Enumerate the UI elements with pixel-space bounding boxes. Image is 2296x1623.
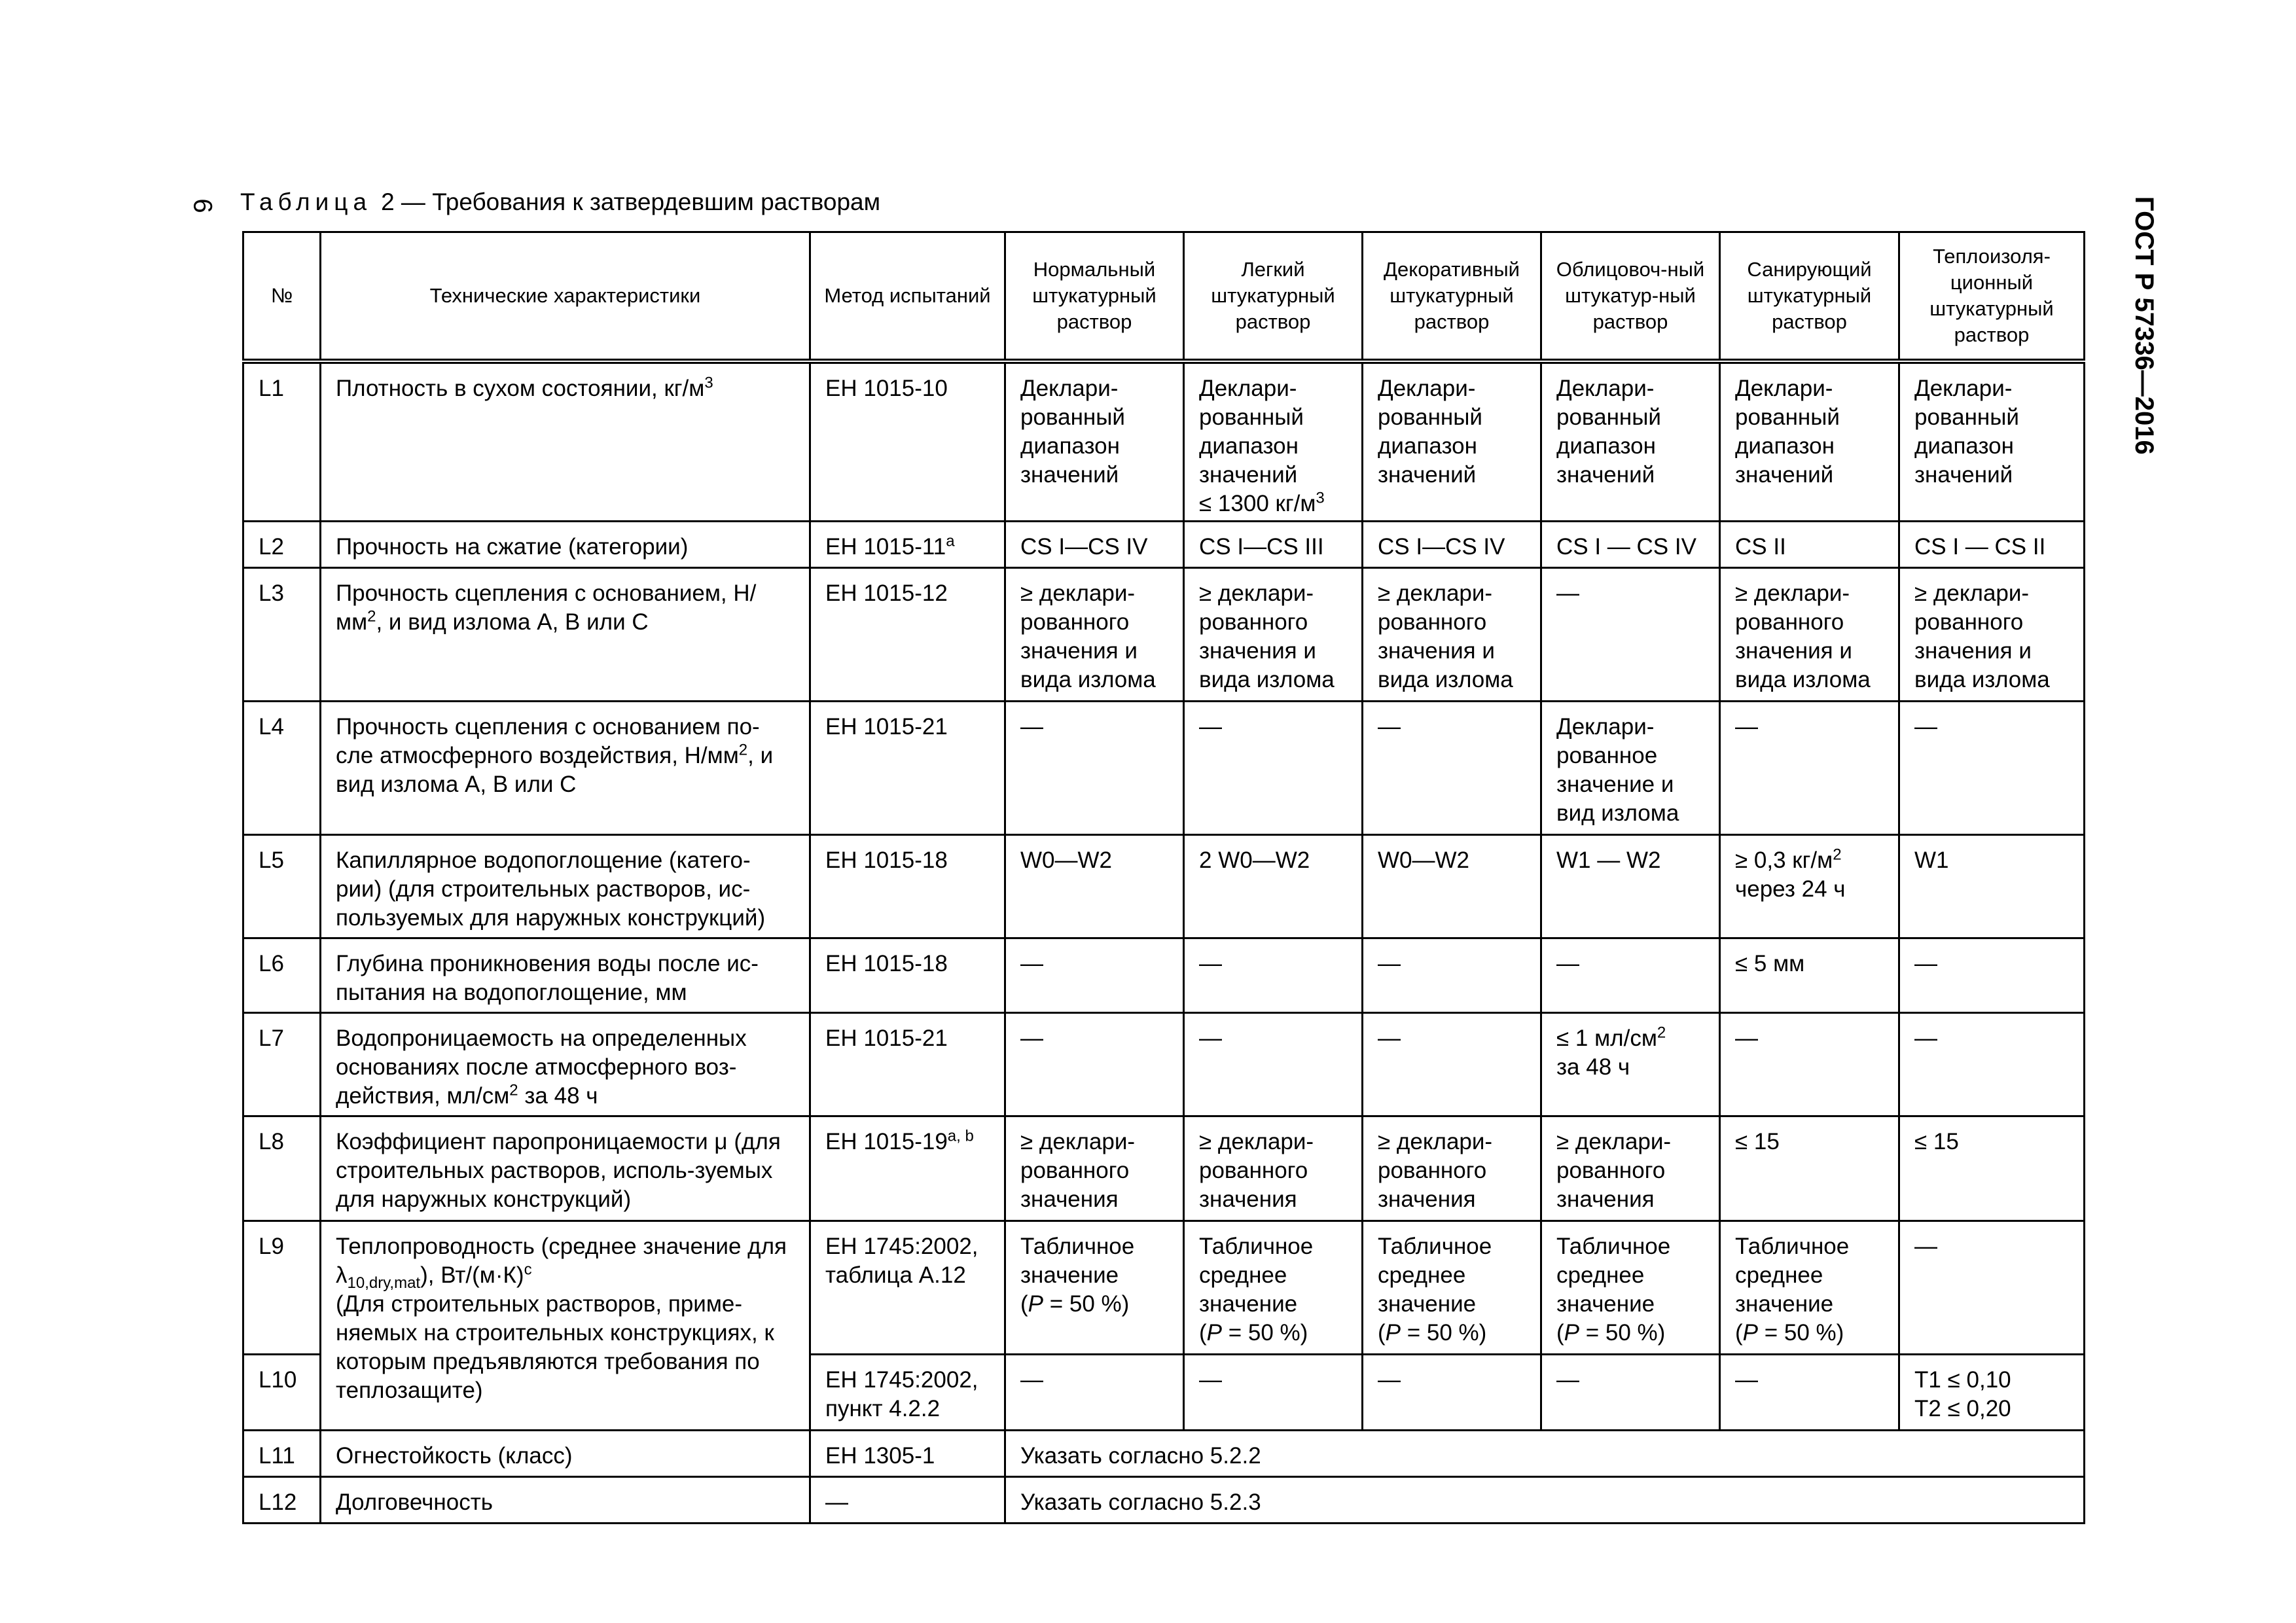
value-cell: — (1005, 938, 1184, 1012)
value-cell (1541, 1221, 1720, 1354)
value-cell: — (1363, 1354, 1541, 1430)
method-cell: ЕН 1745:2002, пункт 4.2.2 (810, 1354, 1005, 1430)
value-cell: — (1720, 1012, 1899, 1116)
characteristic-cell (321, 701, 810, 834)
table-row (243, 834, 2085, 938)
method-cell: ЕН 1745:2002, таблица А.12 (810, 1221, 1005, 1354)
value-text: (P = 50 %) (1378, 1319, 1487, 1346)
method-text: ЕН 1015-19 (825, 1128, 948, 1154)
value-cell: — (1720, 1354, 1899, 1430)
header-characteristics: Технические характеристики (321, 232, 810, 362)
value-cell: Деклари-рованный диапазон значений (1363, 361, 1541, 521)
value-cell: W0—W2 (1363, 834, 1541, 938)
value-cell: ≥ деклари-рованного значения и вида излома (1720, 567, 1899, 701)
value-cell: ≤ 15 (1720, 1116, 1899, 1221)
table-row (243, 1476, 2085, 1523)
superscript: 2 (509, 1080, 518, 1099)
value-cell: CS I — CS II (1899, 521, 2085, 567)
value-cell: Деклари-рованное значение и вид излома (1541, 701, 1720, 834)
characteristic-text: (Для строительных растворов, приме-няемых на строительных конструкциях, к которым предъявляются требования по теплозащите) (336, 1291, 774, 1403)
subscript: 10,dry,mat (347, 1274, 421, 1292)
method-cell (810, 1116, 1005, 1221)
characteristic-line (336, 1232, 796, 1290)
method-text: ЕН 1015-11 (825, 533, 946, 560)
table-row (243, 701, 2085, 834)
table-row (243, 1430, 2085, 1476)
value-cell: W1 — W2 (1541, 834, 1720, 938)
row-number: L11 (243, 1430, 321, 1476)
characteristic-cell: Коэффициент паропроницаемости μ (для строительных растворов, исполь-зуемых для наружных конструкций) (321, 1116, 810, 1221)
superscript: c (524, 1260, 532, 1278)
value-text: через 24 ч (1735, 876, 1846, 902)
value-cell: ≥ деклари-рованного значения (1363, 1116, 1541, 1221)
value-cell: CS II (1720, 521, 1899, 567)
value-text: T2 ≤ 0,20 (1914, 1395, 2011, 1421)
value-cell: CS I—CS IV (1005, 521, 1184, 567)
header-facing: Облицовоч-ный штукатур-ный раствор (1541, 232, 1720, 362)
value-cell-merged: Указать согласно 5.2.2 (1005, 1430, 2085, 1476)
row-number: L3 (243, 567, 321, 701)
value-cell: — (1541, 938, 1720, 1012)
method-cell: — (810, 1476, 1005, 1523)
value-text: Табличное среднее значение (1735, 1233, 1850, 1317)
value-cell (1184, 1221, 1363, 1354)
value-cell: — (1184, 1012, 1363, 1116)
value-cell: 2 W0—W2 (1184, 834, 1363, 938)
characteristic-text: Прочность сцепления с основанием, Н/мм (336, 580, 757, 635)
value-cell (1005, 1221, 1184, 1354)
method-cell: ЕН 1015-18 (810, 834, 1005, 938)
row-number: L6 (243, 938, 321, 1012)
row-number: L8 (243, 1116, 321, 1221)
value-text: (P = 50 %) (1735, 1319, 1844, 1346)
header-num: № (243, 232, 321, 362)
value-cell: ≤ 15 (1899, 1116, 2085, 1221)
value-cell: — (1899, 1221, 2085, 1354)
method-cell: ЕН 1015-21 (810, 701, 1005, 834)
value-text: ≤ 1 мл/см (1556, 1025, 1657, 1051)
value-text: (P = 50 %) (1020, 1291, 1130, 1317)
header-light: Легкий штукатурный раствор (1184, 232, 1363, 362)
caption-label: Таблица (240, 188, 372, 215)
characteristic-text: ), Вт/(м·К) (420, 1262, 524, 1288)
document-code-text: ГОСТ Р 57336—2016 (2130, 196, 2159, 455)
row-number: L9 (243, 1221, 321, 1354)
value-text: (P = 50 %) (1199, 1319, 1308, 1346)
table-row (243, 567, 2085, 701)
table-caption (240, 188, 880, 216)
characteristic-text: , и вид излома A, B или C (336, 742, 774, 797)
characteristic-cell (321, 1012, 810, 1116)
value-text: ≥ 0,3 кг/м (1735, 847, 1833, 873)
table-row (243, 1221, 2085, 1354)
superscript: 2 (738, 740, 748, 758)
row-number: L1 (243, 361, 321, 521)
value-text: Табличное среднее значение (1378, 1233, 1492, 1317)
row-number: L4 (243, 701, 321, 834)
superscript: 2 (1833, 845, 1842, 863)
value-cell: — (1899, 938, 2085, 1012)
value-cell: — (1363, 1012, 1541, 1116)
method-cell (810, 521, 1005, 567)
value-cell: W1 (1899, 834, 2085, 938)
row-number: L2 (243, 521, 321, 567)
row-number: L10 (243, 1354, 321, 1430)
value-cell: Деклари-рованный диапазон значений (1720, 361, 1899, 521)
value-cell: — (1005, 1012, 1184, 1116)
value-cell-merged: Указать согласно 5.2.3 (1005, 1476, 2085, 1523)
superscript: 2 (367, 607, 376, 625)
header-insulating: Теплоизоля-ционный штукатурный раствор (1899, 232, 2085, 362)
value-cell: Деклари-рованный диапазон значений (1899, 361, 2085, 521)
value-cell: CS I — CS IV (1541, 521, 1720, 567)
table-row (243, 521, 2085, 567)
value-cell: — (1184, 938, 1363, 1012)
value-cell (1541, 1012, 1720, 1116)
value-text: ≤ 1300 кг/м (1199, 491, 1316, 516)
value-cell: — (1184, 1354, 1363, 1430)
table-row (243, 1116, 2085, 1221)
characteristic-text: Водопроницаемость на определенных основаниях после атмосферного воз-действия, мл/см (336, 1025, 747, 1109)
header-method: Метод испытаний (810, 232, 1005, 362)
value-cell: ≥ деклари-рованного значения (1541, 1116, 1720, 1221)
value-cell: ≥ деклари-рованного значения и вида излома (1005, 567, 1184, 701)
method-cell: ЕН 1015-21 (810, 1012, 1005, 1116)
value-cell: — (1899, 701, 2085, 834)
value-cell: ≥ деклари-рованного значения (1005, 1116, 1184, 1221)
value-cell: ≥ деклари-рованного значения и вида излома (1899, 567, 2085, 701)
value-cell (1720, 1221, 1899, 1354)
row-number: L5 (243, 834, 321, 938)
value-text: Табличное среднее значение (1199, 1233, 1314, 1317)
characteristic-cell: Прочность на сжатие (категории) (321, 521, 810, 567)
value-cell: — (1899, 1012, 2085, 1116)
table-row (243, 361, 2085, 521)
value-cell: ≥ деклари-рованного значения и вида излома (1363, 567, 1541, 701)
value-cell: — (1005, 701, 1184, 834)
characteristic-text: за 48 ч (518, 1082, 598, 1109)
table-row (243, 1012, 2085, 1116)
table-header-row (243, 232, 2085, 362)
header-normal: Нормальный штукатурный раствор (1005, 232, 1184, 362)
value-cell: ≥ деклари-рованного значения и вида излома (1184, 567, 1363, 701)
header-sanitizing: Санирующий штукатурный раствор (1720, 232, 1899, 362)
characteristic-text: , и вид излома A, B или C (376, 609, 649, 635)
method-cell: ЕН 1305-1 (810, 1430, 1005, 1476)
value-cell: — (1363, 938, 1541, 1012)
value-text: T1 ≤ 0,10 (1914, 1366, 2011, 1393)
value-cell (1363, 1221, 1541, 1354)
value-cell: ≥ деклари-рованного значения (1184, 1116, 1363, 1221)
row-number: L12 (243, 1476, 321, 1523)
value-cell: CS I—CS III (1184, 521, 1363, 567)
characteristic-cell (321, 1221, 810, 1430)
characteristic-text: Прочность сцепления с основанием по-сле атмосферного воздействия, Н/мм (336, 713, 760, 768)
value-cell: — (1363, 701, 1541, 834)
value-cell: — (1720, 701, 1899, 834)
superscript: a (946, 531, 955, 550)
value-text: Табличное среднее значение (1556, 1233, 1671, 1317)
value-cell: — (1541, 1354, 1720, 1430)
method-cell: ЕН 1015-18 (810, 938, 1005, 1012)
value-cell: CS I—CS IV (1363, 521, 1541, 567)
value-cell: Деклари-рованный диапазон значений (1005, 361, 1184, 521)
value-cell: Деклари-рованный диапазон значений (1541, 361, 1720, 521)
value-text: Табличное значение (1020, 1233, 1135, 1288)
header-decorative: Декоративный штукатурный раствор (1363, 232, 1541, 362)
page-number: 6 (188, 198, 217, 213)
superscript: 2 (1657, 1023, 1666, 1041)
row-number: L7 (243, 1012, 321, 1116)
value-cell: — (1541, 567, 1720, 701)
characteristic-cell (321, 567, 810, 701)
table-row (243, 938, 2085, 1012)
requirements-table (242, 231, 2085, 1524)
method-cell: ЕН 1015-10 (810, 361, 1005, 521)
value-cell: ≤ 5 мм (1720, 938, 1899, 1012)
value-text: Деклари-рованный диапазон значений (1199, 376, 1304, 488)
value-text: за 48 ч (1556, 1054, 1630, 1080)
value-cell (1184, 361, 1363, 521)
characteristic-cell: Огнестойкость (класс) (321, 1430, 810, 1476)
superscript: 3 (1316, 489, 1325, 507)
value-cell: — (1005, 1354, 1184, 1430)
superscript: a, b (947, 1126, 974, 1145)
value-cell (1720, 834, 1899, 938)
caption-text: 2 — Требования к затвердевшим растворам (381, 188, 881, 215)
value-cell: — (1184, 701, 1363, 834)
value-text: (P = 50 %) (1556, 1319, 1666, 1346)
characteristic-cell: Глубина проникновения воды после ис-пытания на водопоглощение, мм (321, 938, 810, 1012)
document-code (2131, 196, 2157, 471)
value-cell: W0—W2 (1005, 834, 1184, 938)
value-cell (1899, 1354, 2085, 1430)
characteristic-cell (321, 361, 810, 521)
characteristic-cell: Долговечность (321, 1476, 810, 1523)
superscript: 3 (704, 374, 713, 392)
method-cell: ЕН 1015-12 (810, 567, 1005, 701)
characteristic-text: Плотность в сухом состоянии, кг/м (336, 376, 705, 401)
characteristic-cell: Капиллярное водопоглощение (катего-рии) (для строительных растворов, ис-пользуемых для наружных конструкций) (321, 834, 810, 938)
characteristic-text: Теплопроводность (среднее значение для λ (336, 1233, 787, 1288)
